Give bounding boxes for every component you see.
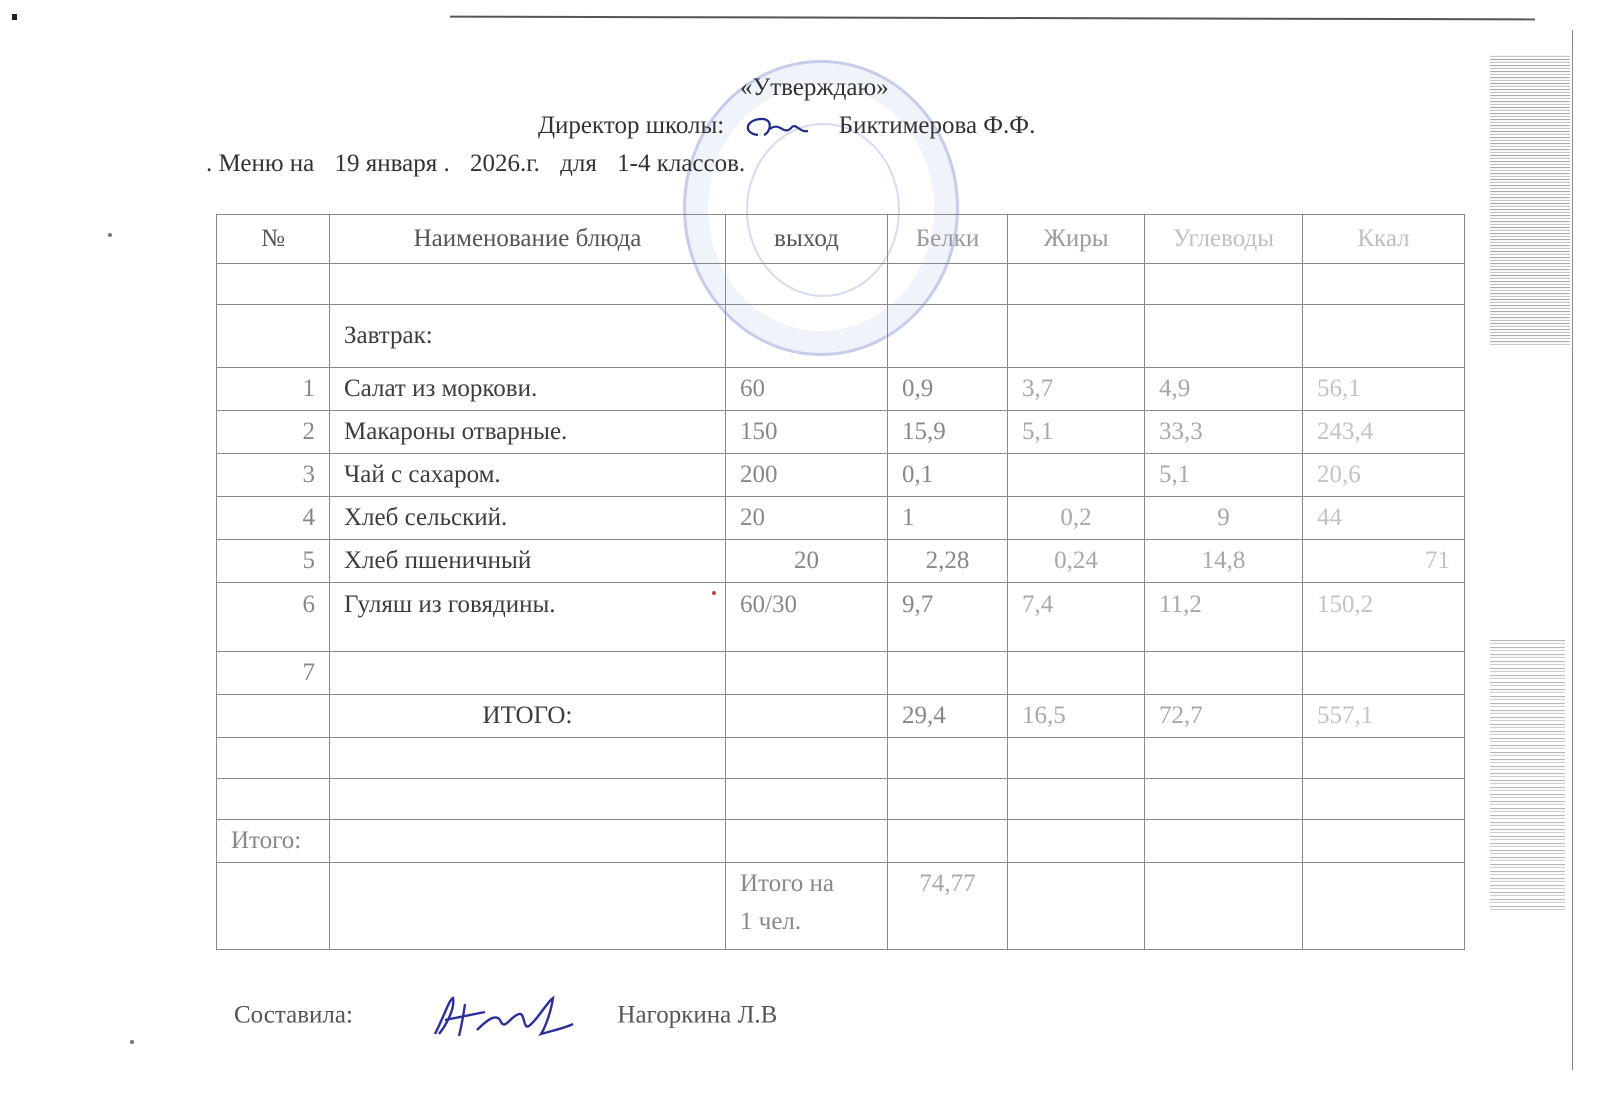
table-row bbox=[217, 652, 1465, 695]
subtotal-carbs: 72,7 bbox=[1145, 695, 1303, 738]
director-line bbox=[538, 112, 1035, 140]
col-header-fats: Жиры bbox=[1008, 215, 1145, 264]
dish-proteins: 0,1 bbox=[888, 454, 1008, 497]
table-header-row bbox=[217, 215, 1465, 264]
per-person-label-line2: 1 чел. bbox=[740, 908, 802, 935]
menu-date: 19 января . bbox=[334, 150, 450, 177]
director-signature bbox=[740, 115, 810, 139]
scan-noise-bottom bbox=[1490, 640, 1565, 910]
col-header-proteins: Белки bbox=[888, 215, 1008, 264]
dish-carbs: 11,2 bbox=[1145, 583, 1303, 652]
dish-name: Чай с сахаром. bbox=[330, 454, 726, 497]
dish-fats: 0,2 bbox=[1008, 497, 1145, 540]
table-row-section bbox=[217, 305, 1465, 368]
scan-corner-mark bbox=[12, 14, 17, 20]
table-row-total bbox=[217, 820, 1465, 863]
dish-carbs: 5,1 bbox=[1145, 454, 1303, 497]
row-number: 1 bbox=[217, 368, 330, 411]
subtotal-proteins: 29,4 bbox=[888, 695, 1008, 738]
row-number: 5 bbox=[217, 540, 330, 583]
col-header-kcal: Ккал bbox=[1303, 215, 1465, 264]
scan-right-edge bbox=[1572, 30, 1573, 1070]
scan-noise-top bbox=[1490, 55, 1570, 345]
col-header-dish: Наименование блюда bbox=[330, 215, 726, 264]
row-number: 2 bbox=[217, 411, 330, 454]
subtotal-fats: 16,5 bbox=[1008, 695, 1145, 738]
dish-fats bbox=[1008, 454, 1145, 497]
scan-speck bbox=[108, 233, 112, 237]
table-row-empty bbox=[217, 779, 1465, 820]
menu-prefix: . Меню на bbox=[206, 150, 315, 177]
dish-output: 200 bbox=[726, 454, 888, 497]
footer bbox=[234, 994, 777, 1040]
dish-fats: 5,1 bbox=[1008, 411, 1145, 454]
compiler-signature bbox=[415, 994, 575, 1040]
dish-name: Гуляш из говядины. bbox=[330, 583, 726, 652]
row-number: 6 bbox=[217, 583, 330, 652]
dish-name: Макароны отварные. bbox=[330, 411, 726, 454]
dish-fats: 3,7 bbox=[1008, 368, 1145, 411]
dish-name: Хлеб пшеничный bbox=[330, 540, 726, 583]
dish-output: 60/30 bbox=[726, 583, 888, 652]
table-row-empty bbox=[217, 738, 1465, 779]
menu-for: для bbox=[560, 150, 597, 177]
table-row bbox=[217, 540, 1465, 583]
table-row bbox=[217, 411, 1465, 454]
dish-output: 60 bbox=[726, 368, 888, 411]
compiled-label: Составила: bbox=[234, 1001, 353, 1029]
per-person-label bbox=[726, 863, 888, 950]
per-person-label-line1: Итого на bbox=[740, 870, 835, 897]
col-header-output: выход bbox=[726, 215, 888, 264]
menu-year: 2026.г. bbox=[469, 150, 540, 177]
dish-proteins: 1 bbox=[888, 497, 1008, 540]
dish-kcal: 20,6 bbox=[1303, 454, 1465, 497]
menu-classes: 1-4 классов. bbox=[617, 150, 746, 177]
row-number: 3 bbox=[217, 454, 330, 497]
subtotal-kcal: 557,1 bbox=[1303, 695, 1465, 738]
dish-kcal: 71 bbox=[1303, 540, 1465, 583]
menu-table bbox=[216, 214, 1465, 950]
table-row bbox=[217, 497, 1465, 540]
section-breakfast: Завтрак: bbox=[330, 305, 726, 368]
dish-kcal: 56,1 bbox=[1303, 368, 1465, 411]
scan-top-edge bbox=[450, 16, 1535, 21]
table-row bbox=[217, 454, 1465, 497]
dish-fats: 0,24 bbox=[1008, 540, 1145, 583]
dish-carbs: 33,3 bbox=[1145, 411, 1303, 454]
col-header-number: № bbox=[217, 215, 330, 264]
dish-kcal: 243,4 bbox=[1303, 411, 1465, 454]
dish-carbs: 14,8 bbox=[1145, 540, 1303, 583]
dish-name bbox=[330, 652, 726, 695]
dish-proteins: 9,7 bbox=[888, 583, 1008, 652]
dish-name: Салат из моркови. bbox=[330, 368, 726, 411]
per-person-value: 74,77 bbox=[888, 863, 1008, 950]
total-label: Итого: bbox=[217, 820, 330, 863]
table-row bbox=[217, 583, 1465, 652]
director-name: Биктимерова Ф.Ф. bbox=[838, 112, 1036, 139]
table-row-subtotal bbox=[217, 695, 1465, 738]
dish-proteins: 15,9 bbox=[888, 411, 1008, 454]
scan-speck bbox=[130, 1040, 134, 1044]
director-label: Директор школы: bbox=[538, 112, 725, 139]
dish-fats: 7,4 bbox=[1008, 583, 1145, 652]
dish-proteins: 0,9 bbox=[888, 368, 1008, 411]
dish-output: 20 bbox=[726, 540, 888, 583]
dish-kcal: 150,2 bbox=[1303, 583, 1465, 652]
scan-speck bbox=[712, 591, 716, 595]
table-row-per-person bbox=[217, 863, 1465, 950]
dish-name: Хлеб сельский. bbox=[330, 497, 726, 540]
table-row-empty bbox=[217, 264, 1465, 305]
table-row bbox=[217, 368, 1465, 411]
approval-title: «Утверждаю» bbox=[740, 74, 889, 101]
row-number: 7 bbox=[217, 652, 330, 695]
menu-heading bbox=[206, 150, 759, 178]
dish-output: 20 bbox=[726, 497, 888, 540]
row-number: 4 bbox=[217, 497, 330, 540]
dish-proteins: 2,28 bbox=[888, 540, 1008, 583]
dish-carbs: 4,9 bbox=[1145, 368, 1303, 411]
dish-kcal: 44 bbox=[1303, 497, 1465, 540]
subtotal-label: ИТОГО: bbox=[330, 695, 726, 738]
compiled-name: Нагоркина Л.В bbox=[617, 1001, 778, 1029]
dish-output: 150 bbox=[726, 411, 888, 454]
dish-carbs: 9 bbox=[1145, 497, 1303, 540]
col-header-carbs: Углеводы bbox=[1145, 215, 1303, 264]
